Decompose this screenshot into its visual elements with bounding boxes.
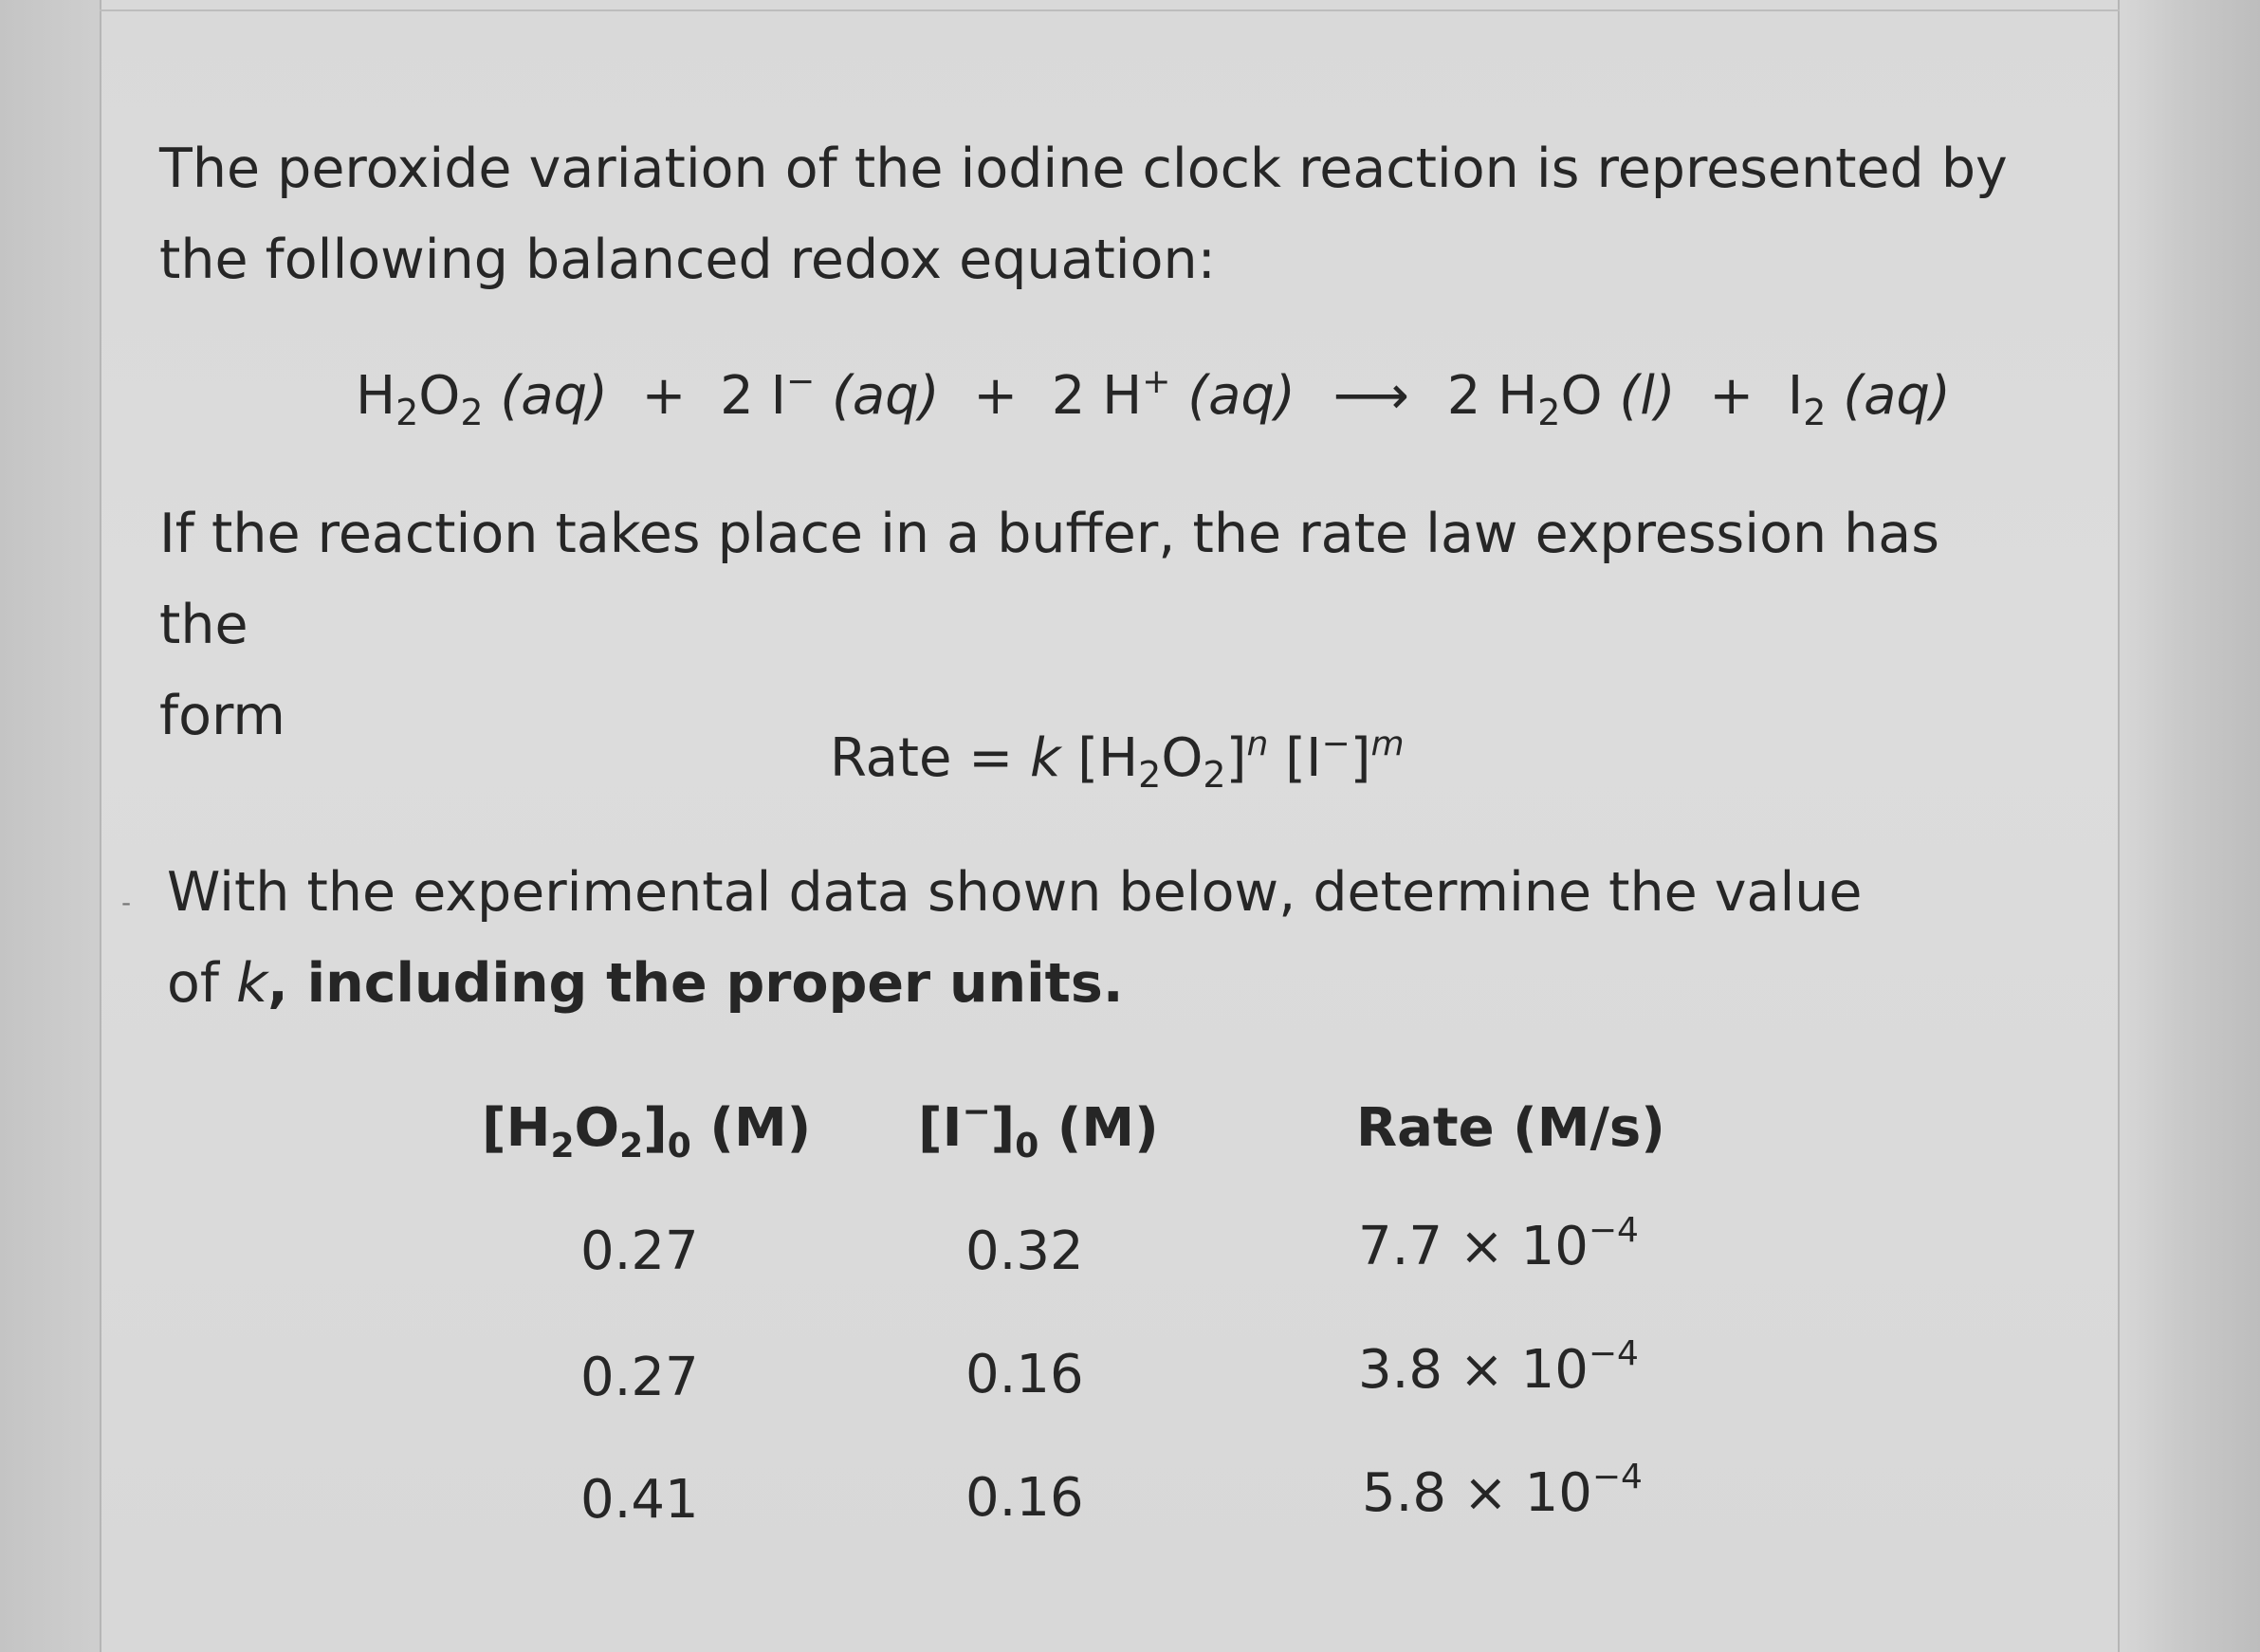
header-h2o2 <box>482 1095 812 1166</box>
eq-iodide: 2 I <box>720 365 787 427</box>
header-text: [H <box>482 1097 551 1159</box>
header-sub: 0 <box>1015 1127 1039 1166</box>
order-n: n <box>1246 725 1269 763</box>
task-line-2-bold: , including the proper units. <box>267 952 1124 1015</box>
reaction-arrow-icon: ⟶ <box>1332 365 1409 427</box>
header-sup: − <box>962 1092 991 1131</box>
rate-exponent: −4 <box>1591 1458 1643 1496</box>
eq-sub: 2 <box>395 392 419 433</box>
rate-law-term: ] <box>1225 727 1247 789</box>
bullet-mark-icon: - <box>121 887 132 918</box>
rate-mantissa: 3.8 × 10 <box>1358 1339 1589 1401</box>
header-text: (M) <box>1038 1097 1159 1159</box>
eq-plus: + <box>1709 365 1755 427</box>
eq-state: (aq) <box>500 365 608 427</box>
header-text: [I <box>918 1097 963 1159</box>
rate-law-sub: 2 <box>1138 754 1162 796</box>
eq-state: (aq) <box>1843 365 1951 427</box>
header-text: (M) <box>690 1097 812 1159</box>
eq-plus: + <box>641 365 687 427</box>
cell-iodide: 0.32 <box>965 1221 1084 1282</box>
cell-h2o2: 0.41 <box>580 1469 699 1531</box>
rate-mantissa: 5.8 × 10 <box>1362 1462 1592 1524</box>
rate-law-term: O <box>1161 727 1203 789</box>
rate-law-term: ] <box>1350 727 1371 789</box>
header-text: ] <box>990 1097 1016 1159</box>
cell-rate <box>1358 1211 1639 1280</box>
eq-water: 2 H <box>1446 365 1538 427</box>
header-text: ] <box>643 1097 668 1159</box>
rate-law-sub: 2 <box>1203 754 1226 796</box>
rate-exponent: −4 <box>1588 1211 1639 1250</box>
rate-law-term: [I <box>1285 727 1322 789</box>
eq-charge: + <box>1142 362 1171 401</box>
rate-law-charge: − <box>1321 725 1350 763</box>
cell-h2o2: 0.27 <box>580 1347 699 1408</box>
intro-line-1: The peroxide variation of the iodine clock reaction is represented by <box>159 138 2008 200</box>
cell-h2o2: 0.27 <box>580 1221 699 1282</box>
rate-law-term: [H <box>1077 727 1139 789</box>
header-text: O <box>574 1097 620 1159</box>
eq-hydrogen-ion: 2 H <box>1051 365 1143 427</box>
header-sub: 2 <box>619 1127 644 1166</box>
rate-constant: k <box>1029 727 1061 789</box>
rate-law-label: Rate = <box>830 727 1030 789</box>
header-iodide <box>918 1092 1159 1166</box>
eq-plus: + <box>973 365 1019 427</box>
buffer-line-1: If the reaction takes place in a buffer, the rate law expression has the <box>159 503 1939 656</box>
eq-state: (aq) <box>1187 365 1295 427</box>
eq-iodine: I <box>1787 365 1804 427</box>
order-m: m <box>1370 725 1405 763</box>
eq-charge: − <box>786 362 816 401</box>
cell-iodide: 0.16 <box>965 1344 1084 1405</box>
eq-o: O <box>418 365 461 427</box>
cell-iodide: 0.16 <box>965 1467 1084 1529</box>
task-line-1: With the experimental data shown below, determine the value <box>167 861 1863 924</box>
rate-mantissa: 7.7 × 10 <box>1358 1216 1589 1277</box>
header-sub: 2 <box>550 1127 575 1166</box>
header-sub: 0 <box>667 1127 691 1166</box>
intro-line-2: the following balanced redox equation: <box>159 229 1216 291</box>
eq-sub: 2 <box>460 392 484 433</box>
buffer-line-2: form <box>159 685 285 747</box>
eq-state: (l) <box>1619 365 1676 427</box>
cell-rate <box>1358 1334 1639 1404</box>
task-k: k <box>236 952 268 1015</box>
header-rate <box>1356 1095 1665 1162</box>
eq-o: O <box>1560 365 1603 427</box>
eq-state: (aq) <box>832 365 940 427</box>
eq-sub: 2 <box>1537 392 1561 433</box>
eq-sub: 2 <box>1803 392 1827 433</box>
header-text: Rate (M/s) <box>1356 1097 1665 1159</box>
cell-rate <box>1362 1460 1643 1527</box>
eq-h: H <box>356 365 396 427</box>
rate-exponent: −4 <box>1588 1334 1639 1373</box>
task-line-2-prefix: of <box>167 952 237 1015</box>
